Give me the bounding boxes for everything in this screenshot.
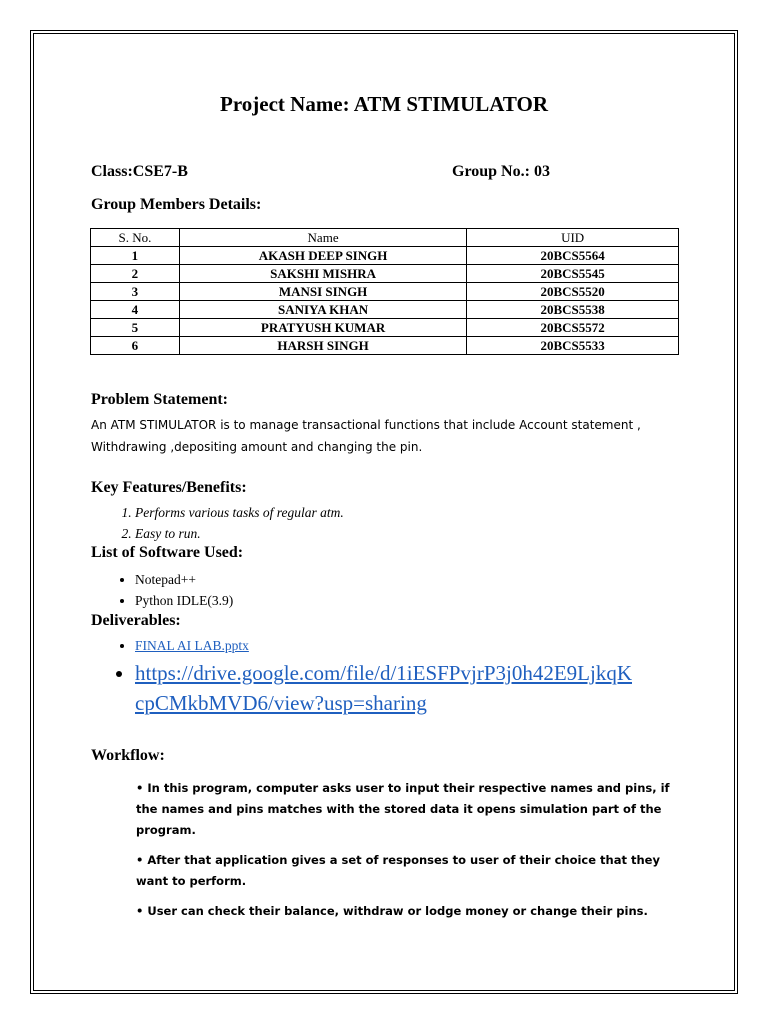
cell-sno: 4: [91, 301, 180, 319]
cell-name: MANSI SINGH: [179, 283, 466, 301]
cell-uid: 20BCS5572: [467, 319, 679, 337]
cell-name: AKASH DEEP SINGH: [179, 247, 466, 265]
cell-sno: 6: [91, 337, 180, 355]
table-row: [91, 337, 679, 355]
table-row: [91, 247, 679, 265]
cell-sno: 3: [91, 283, 180, 301]
workflow-item: • After that application gives a set of responses to user of their choice that they want to perform.: [136, 853, 660, 888]
list-item: 1. Performs various tasks of regular atm.: [135, 502, 344, 523]
problem-statement-text: An ATM STIMULATOR is to manage transactional functions that include Account statement , Withdrawing ,depositing amount and changing the pin.: [91, 418, 641, 454]
cell-name: HARSH SINGH: [179, 337, 466, 355]
cell-uid: 20BCS5564: [467, 247, 679, 265]
list-item: [135, 636, 735, 656]
cell-uid: 20BCS5545: [467, 265, 679, 283]
cell-sno: 2: [91, 265, 180, 283]
table-row: [91, 301, 679, 319]
deliverables-heading: Deliverables:: [91, 612, 181, 629]
workflow-item: • User can check their balance, withdraw or lodge money or change their pins.: [136, 904, 648, 918]
pptx-file-link[interactable]: FINAL AI LAB.pptx: [135, 638, 249, 653]
table-row: [91, 265, 679, 283]
members-table: [90, 228, 679, 355]
cell-name: SAKSHI MISHRA: [179, 265, 466, 283]
class-label: Class:CSE7-B: [91, 163, 188, 180]
table-header-row: [91, 229, 679, 247]
cell-uid: 20BCS5533: [467, 337, 679, 355]
deliverables-list: [91, 636, 735, 718]
cell-sno: 1: [91, 247, 180, 265]
software-used-list: [91, 569, 233, 611]
cell-uid: 20BCS5520: [467, 283, 679, 301]
workflow-section: [136, 778, 681, 931]
cell-name: PRATYUSH KUMAR: [179, 319, 466, 337]
problem-statement-heading: Problem Statement:: [91, 391, 228, 408]
list-item: [135, 658, 735, 718]
page-title: Project Name: ATM STIMULATOR: [220, 92, 548, 116]
members-heading: Group Members Details:: [91, 196, 262, 213]
google-drive-link[interactable]: https://drive.google.com/file/d/1iESFPvjrP3j0h42E9LjkqK cpCMkbMVD6/view?usp=sharing: [135, 661, 632, 715]
column-header-name: Name: [179, 229, 466, 247]
list-item: • Python IDLE(3.9): [135, 590, 233, 611]
group-number-label: Group No.: 03: [452, 163, 550, 180]
workflow-heading: Workflow:: [91, 747, 165, 764]
column-header-sno: S. No.: [91, 229, 180, 247]
cell-name: SANIYA KHAN: [179, 301, 466, 319]
list-item: 2. Easy to run.: [135, 523, 344, 544]
key-features-heading: Key Features/Benefits:: [91, 479, 247, 496]
software-used-heading: List of Software Used:: [91, 544, 244, 561]
column-header-uid: UID: [467, 229, 679, 247]
cell-uid: 20BCS5538: [467, 301, 679, 319]
cell-sno: 5: [91, 319, 180, 337]
table-row: [91, 283, 679, 301]
table-row: [91, 319, 679, 337]
key-features-list: [91, 502, 344, 544]
workflow-item: • In this program, computer asks user to input their respective names and pins, if the names and pins matches with the stored data it opens simulation part of the program.: [136, 781, 670, 837]
list-item: • Notepad++: [135, 569, 233, 590]
